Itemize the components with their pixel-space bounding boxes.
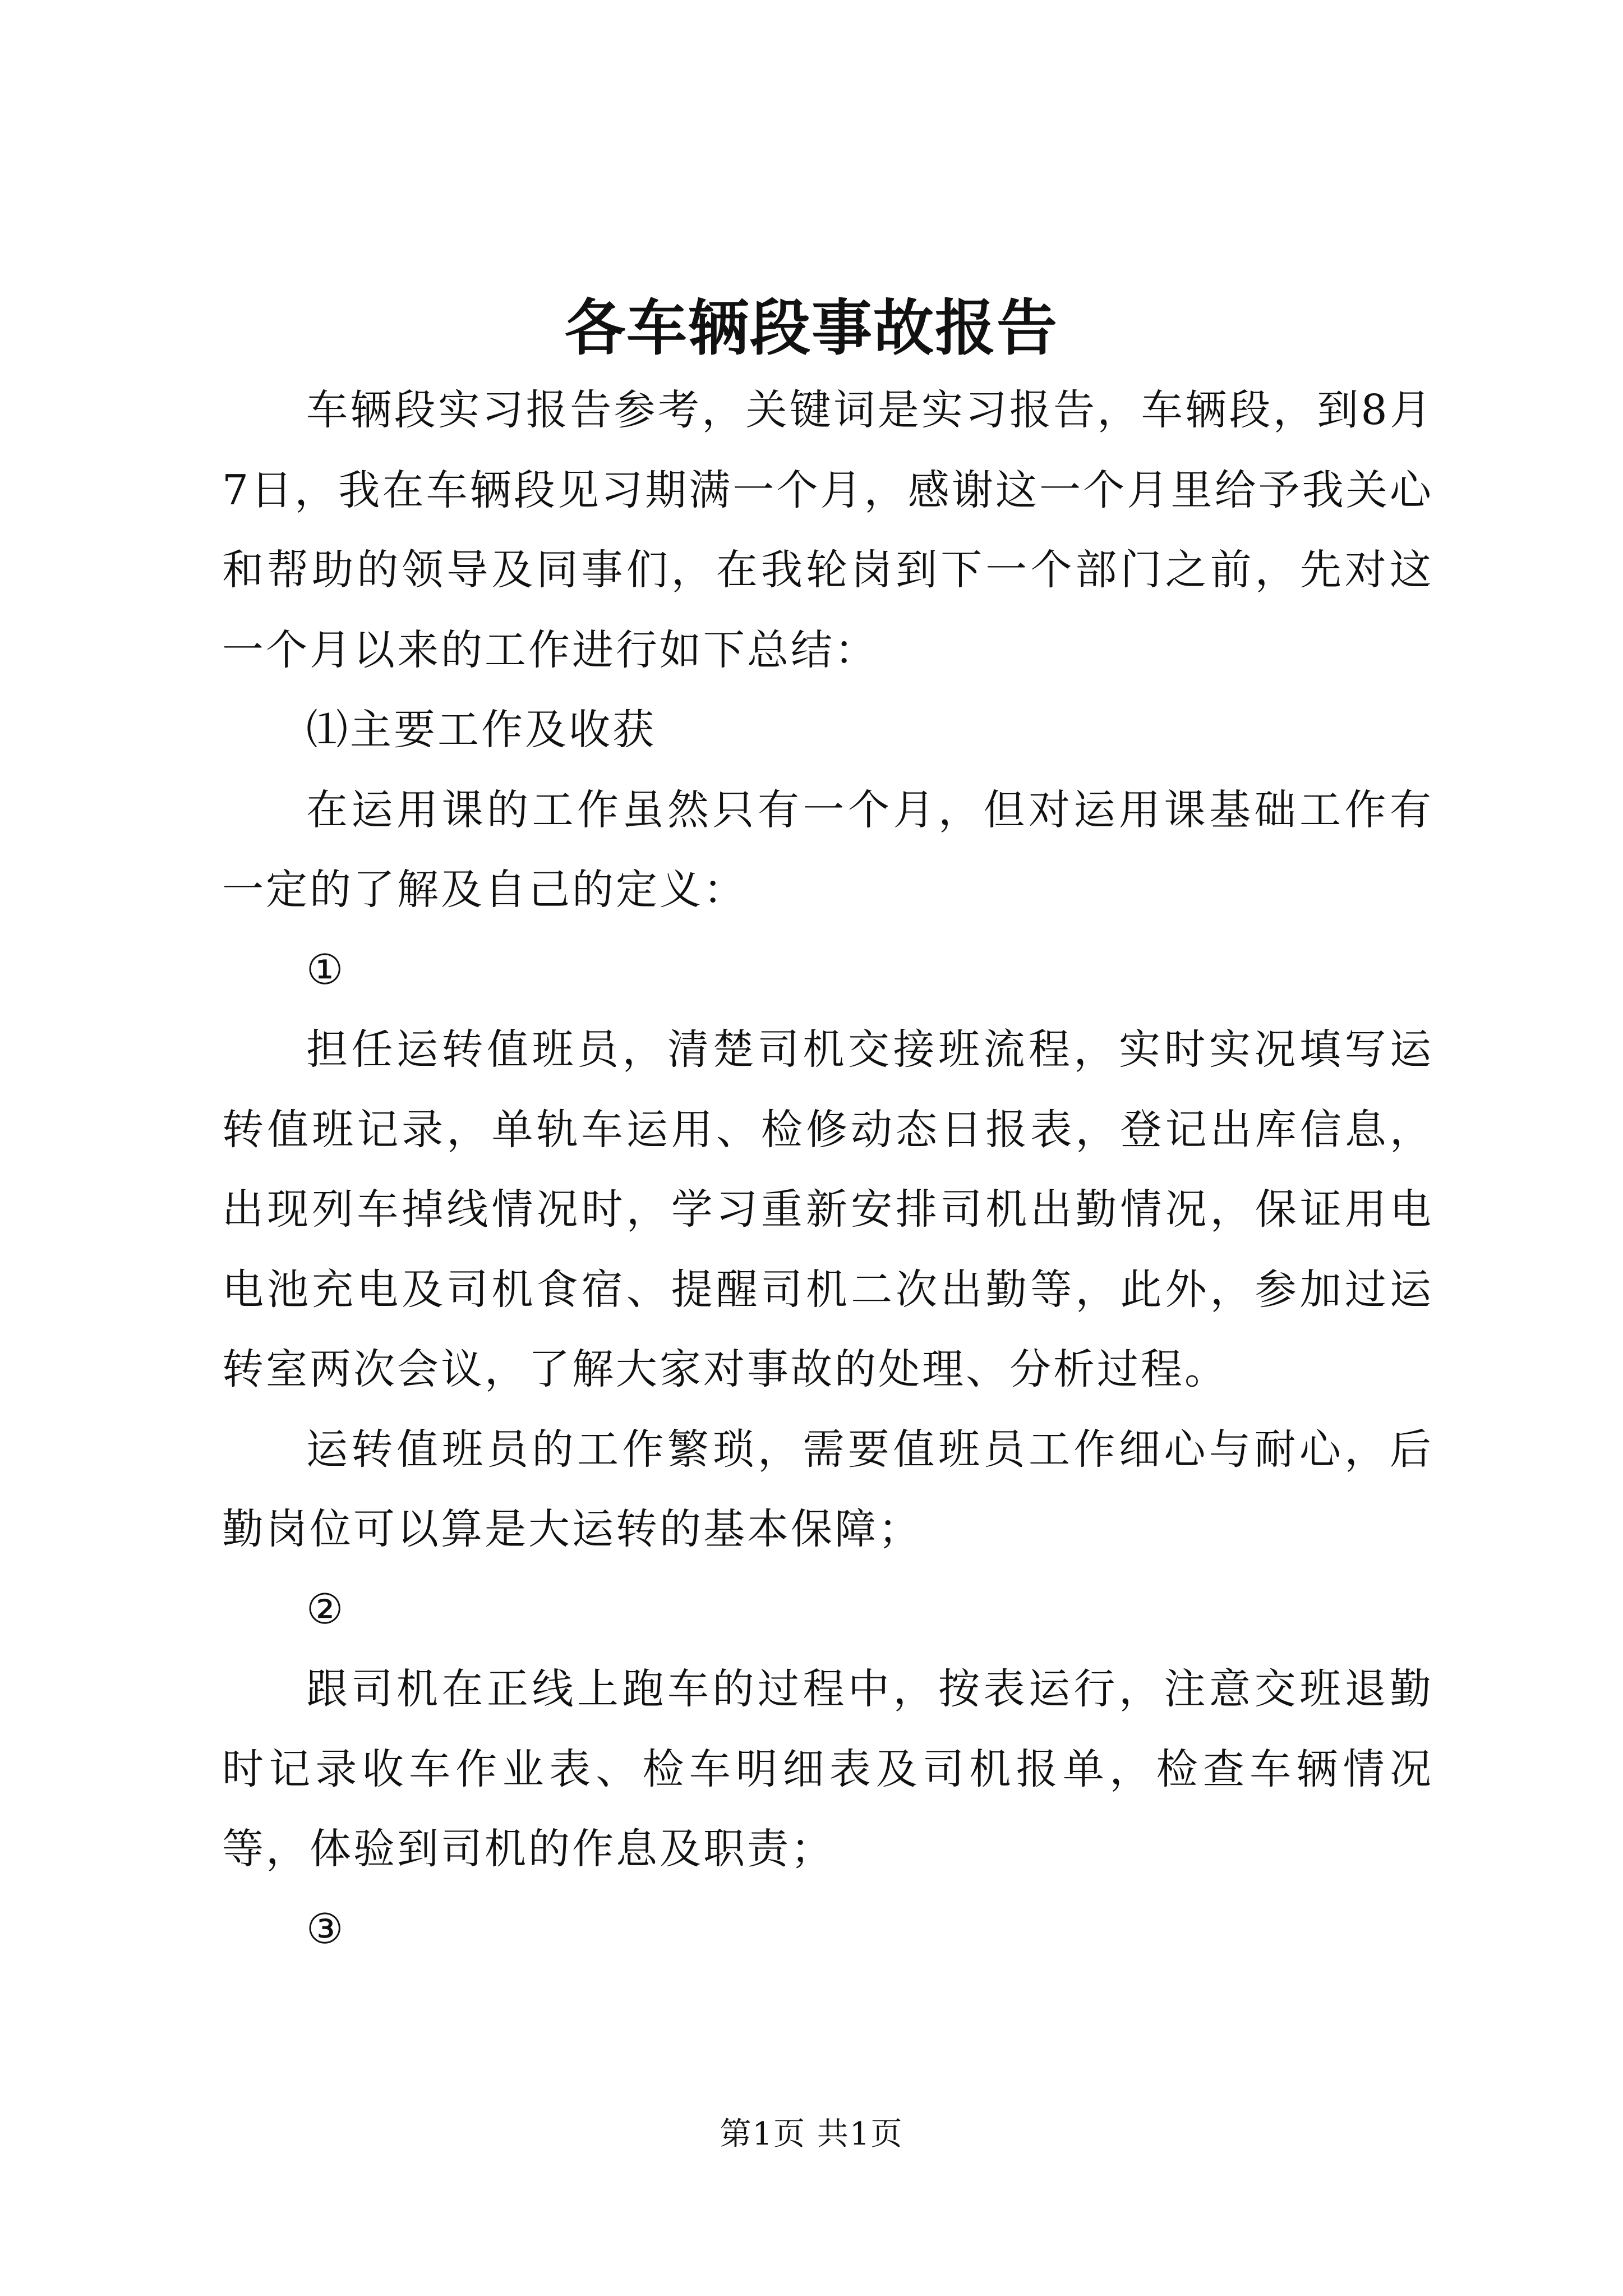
document-body <box>222 370 1433 1969</box>
item-marker-1: ① <box>306 945 346 994</box>
paragraph-duty-summary: 运转值班员的工作繁琐，需要值班员工作细心与耐心，后勤岗位可以算是大运转的基本保障； <box>222 1425 1433 1553</box>
paragraph-intro: 车辆段实习报告参考，关键词是实习报告，车辆段，到8月7日，我在车辆段见习期满一个月，感谢这一个月里给予我关心和帮助的领导及同事们，在我轮岗到下一个部门之前，先对这一个月以来的工作进行如下总结： <box>222 386 1433 674</box>
page-footer: 第1页 共1页 <box>720 2116 903 2152</box>
paragraph-duty-officer: 担任运转值班员，清楚司机交接班流程，实时实况填写运转值班记录，单轨车运用、检修动态日报表，登记出库信息，出现列车掉线情况时，学习重新安排司机出勤情况，保证用电电池充电及司机食宿、提醒司机二次出勤等，此外，参加过运转室两次会议，了解大家对事故的处理、分析过程。 <box>222 1025 1433 1393</box>
item-marker-3: ③ <box>306 1904 346 1953</box>
document-title: 各车辆段事故报告 <box>564 293 1058 364</box>
item-marker-2: ② <box>306 1585 346 1634</box>
paragraph-driver-ride: 跟司机在正线上跑车的过程中，按表运行，注意交班退勤时记录收车作业表、检车明细表及司机报单，检查车辆情况等，体验到司机的作息及职责； <box>222 1665 1433 1873</box>
section-heading-main-work: ⑴主要工作及收获 <box>306 706 656 754</box>
paragraph-usage-course: 在运用课的工作虽然只有一个月，但对运用课基础工作有一定的了解及自己的定义： <box>222 785 1433 914</box>
